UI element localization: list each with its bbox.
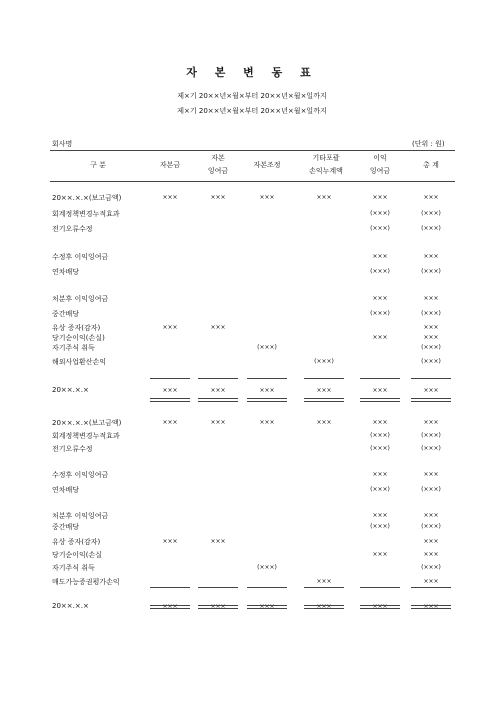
header-total: 총 계 (423, 161, 439, 169)
balance-double-underline (411, 398, 451, 402)
table-cell: ××× (259, 419, 275, 426)
subtotal-underline (247, 378, 287, 379)
table-cell: (×××) (370, 486, 390, 493)
table-cell: ××× (372, 512, 388, 519)
table-cell: (×××) (421, 358, 441, 365)
table-cell: ××× (210, 538, 226, 545)
row-label: 전기오류수정 (52, 225, 93, 233)
table-cell: (×××) (421, 445, 441, 452)
company-label: 회사명 (52, 140, 73, 148)
balance-double-underline (247, 605, 287, 609)
row-label: 수정후 이익잉여금 (52, 253, 109, 261)
table-cell: ××× (162, 194, 178, 201)
balance-double-underline (304, 398, 344, 402)
row-label: 회계정책변경누적효과 (52, 432, 120, 440)
row-label: 당기순이익(손실) (52, 334, 105, 342)
balance-double-underline (360, 605, 400, 609)
table-cell: (×××) (421, 564, 441, 571)
table-cell: ××× (372, 253, 388, 260)
table-cell: (×××) (421, 486, 441, 493)
subtotal-underline (150, 378, 190, 379)
table-cell: ××× (372, 419, 388, 426)
table-cell: (×××) (421, 523, 441, 530)
period-prior: 제×기 20××년×월×부터 20××년×월×일까지 (177, 107, 327, 115)
table-cell: ××× (423, 551, 439, 558)
table-cell: ××× (259, 194, 275, 201)
table-cell: (×××) (370, 268, 390, 275)
row-label: 해외사업환산손익 (52, 358, 107, 366)
table-cell: ××× (162, 419, 178, 426)
table-cell: (×××) (370, 523, 390, 530)
table-cell: ××× (259, 387, 275, 394)
subtotal-underline (247, 587, 287, 588)
table-cell: (×××) (421, 344, 441, 351)
row-label: 중간배당 (52, 310, 80, 318)
unit-label: (단위 : 원) (412, 140, 445, 148)
subtotal-underline (411, 378, 451, 379)
header-item: 구 분 (90, 161, 106, 169)
table-cell: ××× (210, 194, 226, 201)
table-top-rule (50, 150, 455, 151)
table-cell: ××× (316, 194, 332, 201)
table-cell: ××× (210, 387, 226, 394)
table-cell: ××× (316, 578, 332, 585)
row-label: 회계정책변경누적효과 (52, 210, 120, 218)
subtotal-underline (360, 587, 400, 588)
table-cell: ××× (372, 387, 388, 394)
table-cell: ××× (423, 387, 439, 394)
table-cell: (×××) (421, 210, 441, 217)
header-capital-adjustment: 자본조정 (253, 161, 281, 169)
table-cell: (×××) (421, 225, 441, 232)
table-cell: ××× (423, 603, 439, 610)
row-label: 수정후 이익잉여금 (52, 471, 109, 479)
table-cell: ××× (423, 194, 439, 201)
row-label: 매도가능증권평가손익 (52, 578, 120, 586)
header-capital-surplus: 자본 잉여금 (207, 154, 229, 175)
table-cell: ××× (423, 324, 439, 331)
table-cell: ××× (372, 603, 388, 610)
table-cell: ××× (210, 603, 226, 610)
row-label: 연차배당 (52, 486, 80, 494)
table-cell: ××× (316, 603, 332, 610)
row-label: 20××.×.×(보고금액) (52, 194, 122, 202)
row-label: 20××.×.× (52, 602, 89, 610)
row-label: 전기오류수정 (52, 445, 93, 453)
table-cell: ××× (372, 194, 388, 201)
table-cell: ××× (162, 324, 178, 331)
subtotal-underline (198, 587, 238, 588)
table-cell: ××× (210, 324, 226, 331)
table-cell: ××× (372, 551, 388, 558)
table-cell: (×××) (370, 225, 390, 232)
row-label: 20××.×.× (52, 386, 89, 394)
table-cell: ××× (316, 387, 332, 394)
table-cell: (×××) (370, 210, 390, 217)
table-cell: ××× (423, 512, 439, 519)
table-cell: ××× (423, 578, 439, 585)
table-cell: (×××) (421, 268, 441, 275)
table-cell: ××× (423, 538, 439, 545)
table-cell: ××× (162, 603, 178, 610)
row-label: 처분후 이익잉여금 (52, 512, 109, 520)
table-cell: (×××) (370, 310, 390, 317)
table-cell: (×××) (421, 310, 441, 317)
table-cell: ××× (423, 471, 439, 478)
period-current: 제×기 20××년×월×부터 20××년×월×일까지 (177, 92, 327, 100)
row-label: 자기주식 취득 (52, 564, 95, 572)
table-cell: ××× (372, 295, 388, 302)
document-title: 자 본 변 동 표 (186, 66, 318, 79)
header-retained-earnings: 이익 잉여금 (369, 154, 391, 175)
header-capital-stock: 자본금 (159, 161, 181, 169)
balance-double-underline (150, 605, 190, 609)
row-label: 20××.×.×(보고금액) (52, 419, 122, 427)
row-label: 자기주식 취득 (52, 344, 95, 352)
table-cell: (×××) (370, 432, 390, 439)
header-bottom-rule (50, 181, 455, 182)
table-cell: ××× (372, 471, 388, 478)
table-cell: (×××) (421, 432, 441, 439)
balance-double-underline (304, 605, 344, 609)
row-label: 연차배당 (52, 268, 80, 276)
table-cell: (×××) (257, 344, 277, 351)
table-cell: ××× (423, 419, 439, 426)
table-cell: ××× (423, 253, 439, 260)
row-label: 유상 증자(감자) (52, 324, 101, 332)
table-cell: (×××) (370, 445, 390, 452)
balance-double-underline (198, 398, 238, 402)
row-label: 당기순이익(손실 (52, 551, 103, 559)
subtotal-underline (304, 378, 344, 379)
subtotal-underline (198, 378, 238, 379)
balance-double-underline (247, 398, 287, 402)
table-cell: ××× (162, 387, 178, 394)
balance-double-underline (360, 398, 400, 402)
table-cell: ××× (162, 538, 178, 545)
row-label: 중간배당 (52, 523, 80, 531)
table-cell: ××× (372, 334, 388, 341)
balance-double-underline (411, 605, 451, 609)
subtotal-underline (150, 587, 190, 588)
subtotal-underline (360, 378, 400, 379)
subtotal-underline (411, 587, 451, 588)
table-cell: ××× (316, 419, 332, 426)
row-label: 유상 증자(감자) (52, 538, 101, 546)
balance-double-underline (198, 605, 238, 609)
subtotal-underline (304, 587, 344, 588)
table-cell: ××× (423, 295, 439, 302)
table-cell: ××× (423, 334, 439, 341)
row-label: 처분후 이익잉여금 (52, 295, 109, 303)
table-cell: ××× (210, 419, 226, 426)
header-aoci: 기타포괄 손익누계액 (309, 154, 343, 175)
table-cell: ××× (259, 603, 275, 610)
table-cell: (×××) (257, 564, 277, 571)
balance-double-underline (150, 398, 190, 402)
table-cell: (×××) (314, 358, 334, 365)
